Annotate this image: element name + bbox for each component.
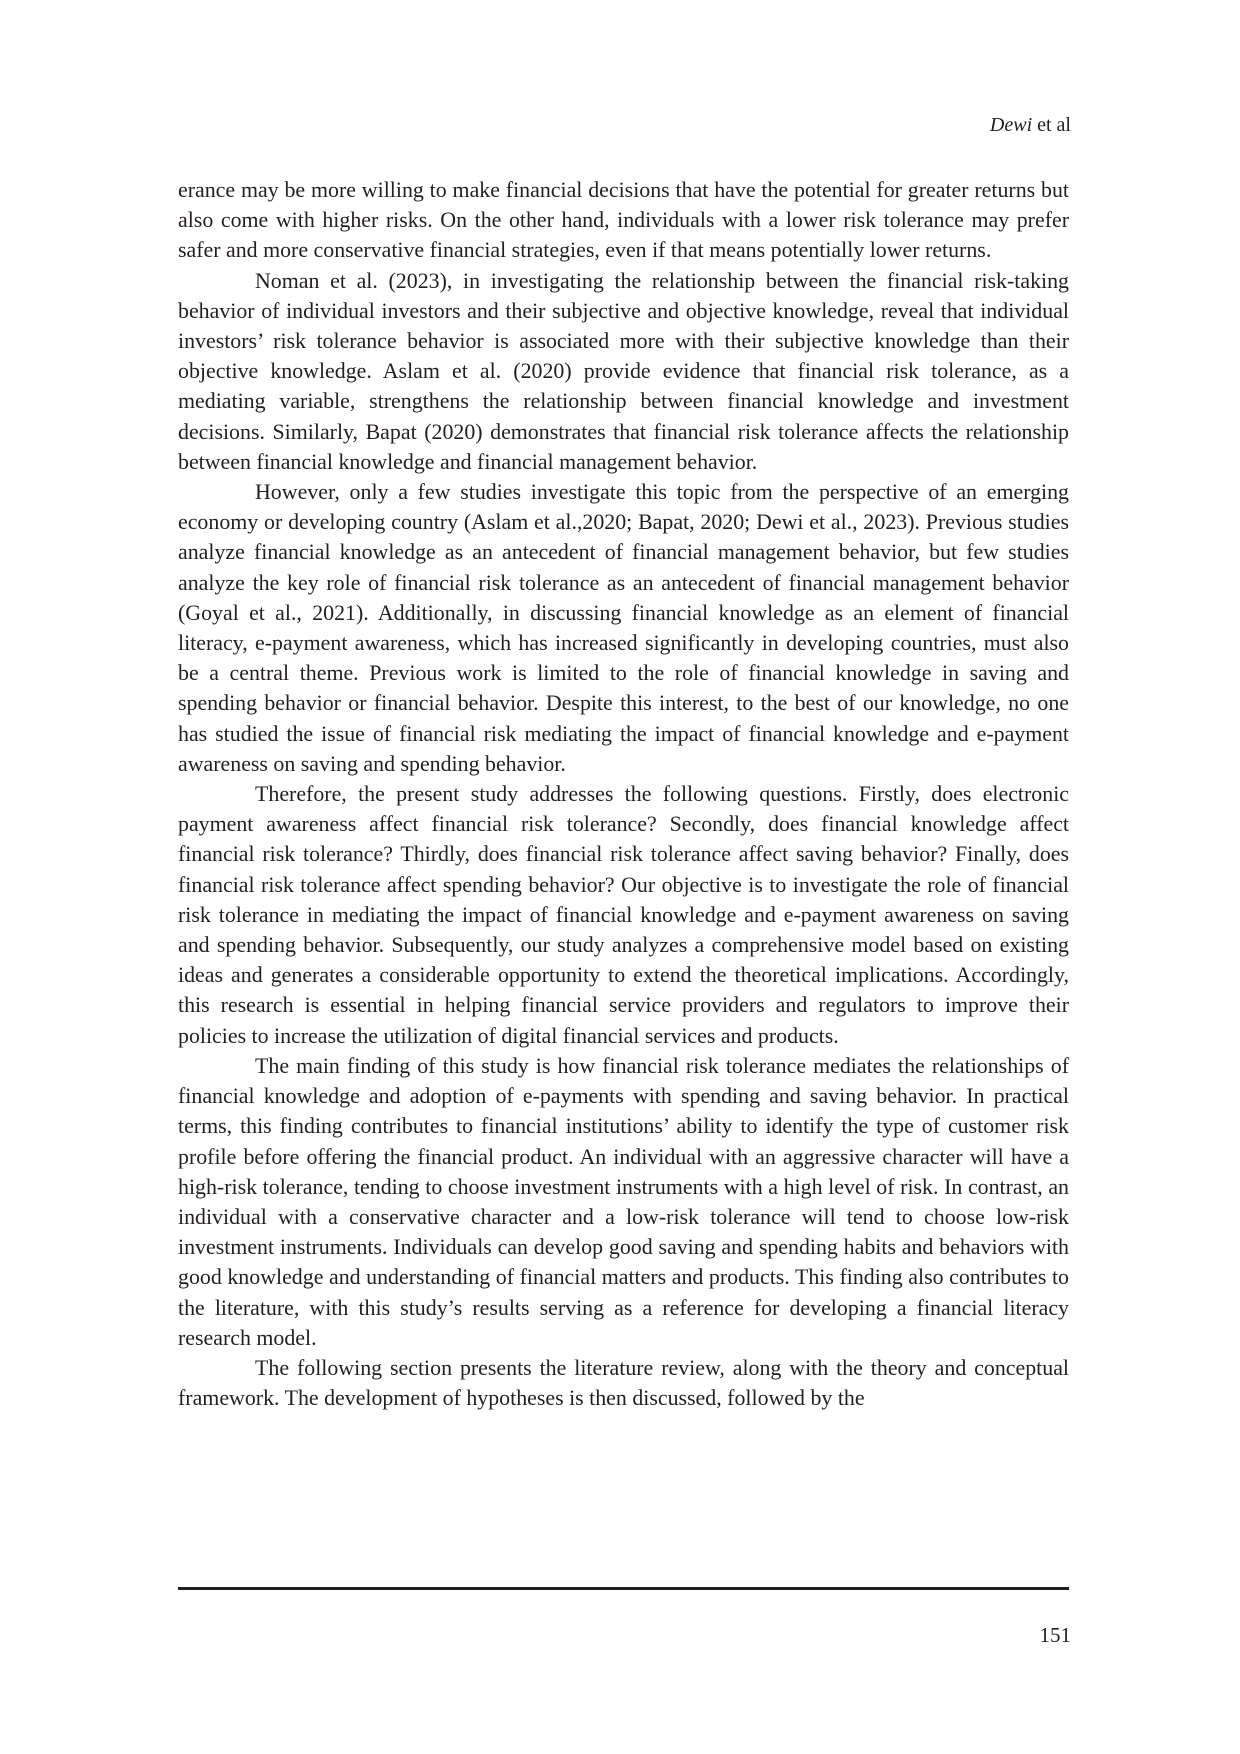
body-text — [178, 175, 1069, 1413]
running-header-author: Dewi — [989, 114, 1033, 136]
running-header — [990, 113, 1071, 137]
footer-rule — [178, 1587, 1069, 1590]
paragraph-1: erance may be more willing to make financial decisions that have the potential for greater returns but also come with higher risks. On the other hand, individuals with a lower risk tolerance may prefer safer and more conservative financial strategies, even if that means potentially lower returns. — [178, 177, 1069, 263]
paragraph-3: However, only a few studies investigate this topic from the perspective of an emerging economy or developing country (Aslam et al.,2020; Bapat, 2020; Dewi et al., 2023). Previous studies analyze financial knowledge as an antecedent of financial management behavior, but few studies analyze the key role of financial risk tolerance as an antecedent of financial management behavior (Goyal et al., 2021). Additionally, in discussing financial knowledge as an element of financial literacy, e-payment awareness, which has increased significantly in developing countries, must also be a central theme. Previous work is limited to the role of financial knowledge in saving and spending behavior or financial behavior. Despite this interest, to the best of our knowledge, no one has studied the issue of financial risk mediating the impact of financial knowledge and e-payment awareness on saving and spending behavior. — [178, 479, 1069, 776]
paragraph-2: Noman et al. (2023), in investigating the relationship between the financial risk-taking behavior of individual investors and their subjective and objective knowledge, reveal that individual investors’ risk tolerance behavior is associated more with their subjective knowledge than their objective knowledge. Aslam et al. (2020) provide evidence that financial risk tolerance, as a mediating variable, strengthens the relationship between financial knowledge and investment decisions. Similarly, Bapat (2020) demonstrates that financial risk tolerance affects the relationship between financial knowledge and financial management behavior. — [178, 267, 1069, 474]
paragraph-5: The main finding of this study is how financial risk tolerance mediates the relationships of financial knowledge and adoption of e-payments with spending and saving behavior. In practical terms, this finding contributes to financial institutions’ ability to identify the type of customer risk profile before offering the financial product. An individual with an aggressive character will have a high-risk tolerance, tending to choose investment instruments with a high level of risk. In contrast, an individual with a conservative character and a low-risk tolerance will tend to choose low-risk investment instruments. Individuals can develop good saving and spending habits and behaviors with good knowledge and understanding of financial matters and products. This finding also contributes to the literature, with this study’s results serving as a reference for developing a financial literacy research model. — [178, 1052, 1069, 1350]
paragraph-4: Therefore, the present study addresses the following questions. Firstly, does electronic payment awareness affect financial risk tolerance? Secondly, does financial knowledge affect financial risk tolerance? Thirdly, does financial risk tolerance affect saving behavior? Finally, does financial risk tolerance affect spending behavior? Our objective is to investigate the role of financial risk tolerance in mediating the impact of financial knowledge and e-payment awareness on saving and spending behavior. Subsequently, our study analyzes a comprehensive model based on existing ideas and generates a considerable opportunity to extend the theoretical implications. Accordingly, this research is essential in helping financial service providers and regulators to improve their policies to increase the utilization of digital financial services and products. — [178, 781, 1069, 1048]
running-header-suffix: et al — [1032, 114, 1071, 136]
page-number: 151 — [1039, 1623, 1071, 1647]
paragraph-6: The following section presents the literature review, along with the theory and conceptual framework. The development of hypotheses is then discussed, followed by the — [178, 1354, 1069, 1411]
